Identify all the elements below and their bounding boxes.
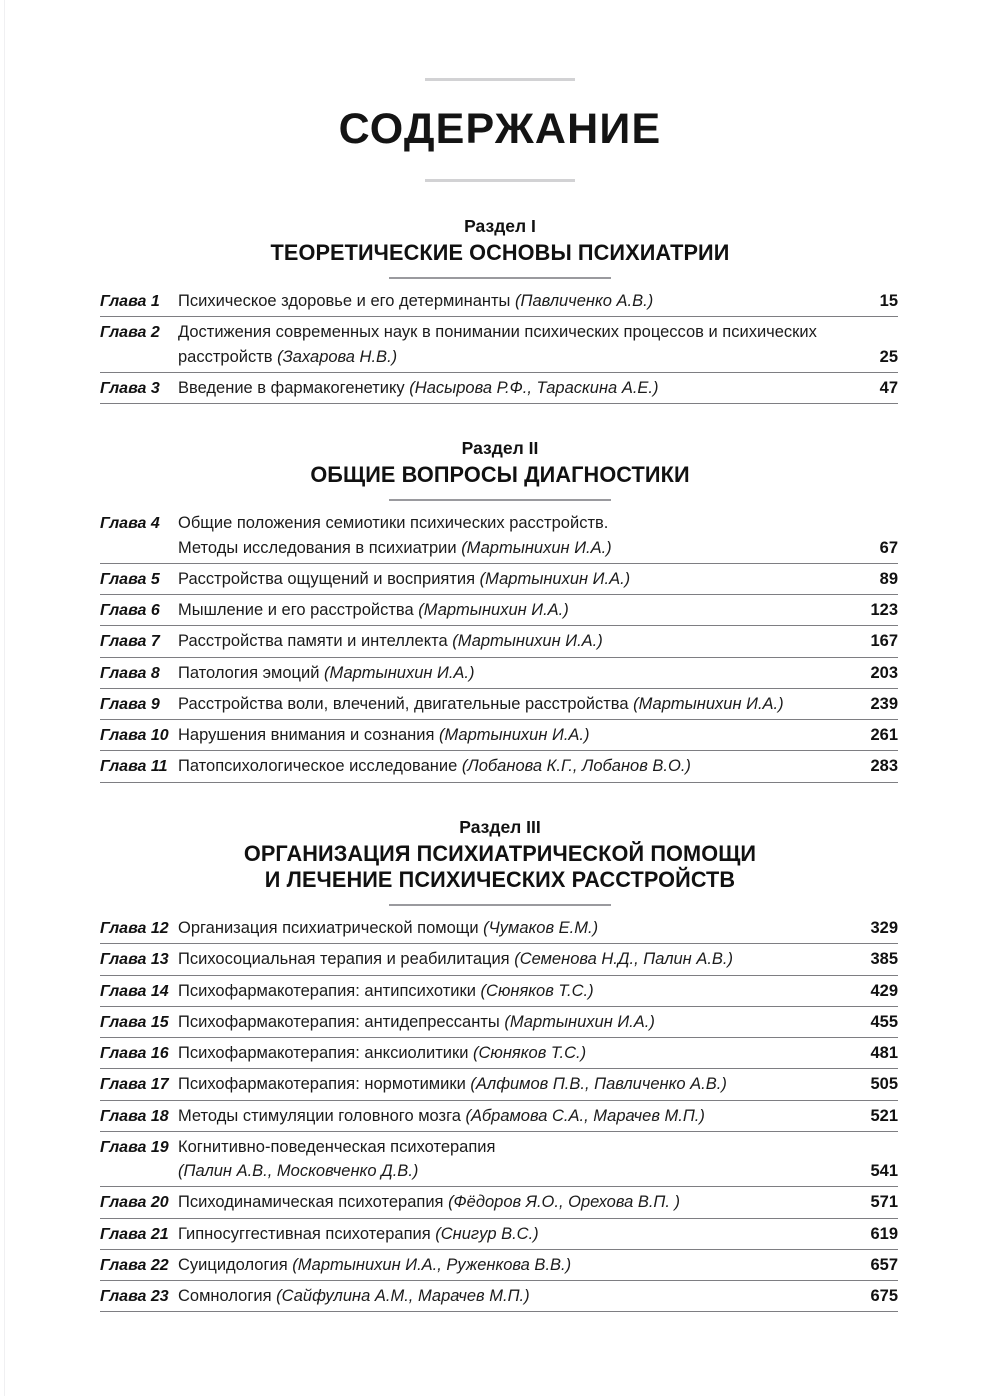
toc-entry-row[interactable] xyxy=(100,1250,898,1281)
chapter-label: Глава 23 xyxy=(100,1288,169,1306)
page-number: 25 xyxy=(879,347,898,366)
page-number: 481 xyxy=(870,1044,898,1063)
section-divider-rule xyxy=(389,904,611,906)
page-number: 203 xyxy=(870,663,898,682)
chapter-label: Глава 15 xyxy=(100,1013,169,1031)
chapter-title xyxy=(178,1104,842,1128)
toc-entry-row[interactable] xyxy=(100,373,898,404)
chapter-label: Глава 8 xyxy=(100,664,160,682)
toc-entry-row[interactable] xyxy=(100,317,898,373)
section-title-line: ОРГАНИЗАЦИЯ ПСИХИАТРИЧЕСКОЙ ПОМОЩИ xyxy=(243,840,757,866)
page-number: 385 xyxy=(870,950,898,969)
chapter-title-line: Общие положения семиотики психических расстройств. xyxy=(178,514,609,533)
chapter-title xyxy=(178,289,842,313)
chapter-title-text: Достижения современных наук в понимании психических процессов и психических расстройств xyxy=(178,323,817,366)
page-number: 329 xyxy=(870,919,898,938)
toc-entry-row[interactable] xyxy=(100,1007,898,1038)
toc-entry-row[interactable] xyxy=(100,286,898,317)
chapter-label: Глава 14 xyxy=(100,982,169,1000)
chapter-title xyxy=(178,320,842,369)
chapter-label: Глава 13 xyxy=(100,951,169,969)
toc-entry-row[interactable] xyxy=(100,595,898,626)
chapter-authors: (Абрамова С.А., Марачев М.П.) xyxy=(465,1106,705,1125)
chapter-authors: (Мартынихин И.А.) xyxy=(418,601,569,620)
chapter-title xyxy=(178,629,842,653)
toc-entry-row[interactable] xyxy=(100,658,898,689)
section-title: ТЕОРЕТИЧЕСКИЕ ОСНОВЫ ПСИХИАТРИИ xyxy=(270,239,730,265)
chapter-label: Глава 9 xyxy=(100,695,160,713)
chapter-authors: (Сайфулина А.М., Марачев М.П.) xyxy=(276,1287,530,1306)
chapter-label: Глава 17 xyxy=(100,1076,169,1094)
page-number: 123 xyxy=(870,601,898,620)
page-number: 15 xyxy=(879,292,898,311)
chapter-title-text: Сомнология xyxy=(178,1287,272,1306)
chapter-title-text: Психосоциальная терапия и реабилитация xyxy=(178,950,510,969)
chapter-authors: (Павличенко А.В.) xyxy=(515,292,654,311)
page-number: 541 xyxy=(870,1162,898,1181)
chapter-title xyxy=(178,1135,842,1184)
chapter-authors: (Мартынихин И.А.) xyxy=(504,1012,655,1031)
chapter-label: Глава 7 xyxy=(100,633,160,651)
page-number: 657 xyxy=(870,1255,898,1274)
chapter-label: Глава 16 xyxy=(100,1045,169,1063)
page-number: 89 xyxy=(879,569,898,588)
page-number: 505 xyxy=(870,1075,898,1094)
chapter-label: Глава 6 xyxy=(100,602,160,620)
sections-container xyxy=(100,216,900,1312)
chapter-label: Глава 11 xyxy=(100,758,168,776)
chapter-title-text: Методы исследования в психиатрии xyxy=(178,538,457,557)
chapter-title-text: Суицидология xyxy=(178,1255,288,1274)
chapter-title xyxy=(178,511,842,560)
toc-entry-row[interactable] xyxy=(100,689,898,720)
page-number: 429 xyxy=(870,981,898,1000)
chapter-authors: (Мартынихин И.А., Руженкова В.В.) xyxy=(292,1255,572,1274)
toc-entry-row[interactable] xyxy=(100,944,898,975)
chapter-title-line: Когнитивно-поведенческая психотерапия xyxy=(178,1137,496,1156)
section-divider-rule xyxy=(389,499,611,501)
chapter-authors: (Чумаков Е.М.) xyxy=(483,919,599,938)
chapter-title-text: Нарушения внимания и сознания xyxy=(178,726,435,745)
chapter-authors: (Мартынихин И.А.) xyxy=(461,538,612,557)
toc-entry-list xyxy=(100,286,898,404)
chapter-label: Глава 1 xyxy=(100,293,160,311)
chapter-authors: (Мартынихин И.А.) xyxy=(452,632,603,651)
toc-entry-row[interactable] xyxy=(100,508,898,564)
chapter-title-text: Патология эмоций xyxy=(178,663,320,682)
decorative-rule-above-title xyxy=(425,78,575,81)
chapter-title xyxy=(178,1222,842,1246)
toc-entry-row[interactable] xyxy=(100,1219,898,1250)
chapter-title-text: Психофармакотерапия: нормотимики xyxy=(178,1075,466,1094)
chapter-title xyxy=(178,376,842,400)
chapter-authors: (Насырова Р.Ф., Тараскина А.Е.) xyxy=(409,378,659,397)
page-number: 571 xyxy=(870,1193,898,1212)
chapter-authors: (Семенова Н.Д., Палин А.В.) xyxy=(514,950,734,969)
toc-entry-row[interactable] xyxy=(100,564,898,595)
toc-entry-row[interactable] xyxy=(100,1132,898,1188)
toc-content xyxy=(100,0,900,1312)
chapter-title xyxy=(178,1010,842,1034)
toc-entry-list xyxy=(100,508,898,782)
chapter-title-text: Психодинамическая психотерапия xyxy=(178,1193,444,1212)
chapter-title xyxy=(178,754,842,778)
chapter-title-text: Гипносуггестивная психотерапия xyxy=(178,1224,431,1243)
section-heading xyxy=(100,817,900,907)
toc-entry-row[interactable] xyxy=(100,1101,898,1132)
chapter-title xyxy=(178,947,842,971)
toc-entry-row[interactable] xyxy=(100,1069,898,1100)
chapter-title xyxy=(178,567,842,591)
toc-entry-row[interactable] xyxy=(100,913,898,944)
page-number: 167 xyxy=(870,632,898,651)
chapter-label: Глава 12 xyxy=(100,920,169,938)
chapter-authors: (Алфимов П.В., Павличенко А.В.) xyxy=(470,1075,727,1094)
chapter-title-text: Введение в фармакогенетику xyxy=(178,378,405,397)
section-number: Раздел I xyxy=(464,216,536,236)
section-number: Раздел III xyxy=(459,816,541,837)
section-title xyxy=(114,841,886,894)
chapter-title-text: Расстройства ощущений и восприятия xyxy=(178,569,476,588)
chapter-label: Глава 19 xyxy=(100,1138,169,1156)
page-number: 67 xyxy=(879,538,898,557)
section-title-line: И ЛЕЧЕНИЕ ПСИХИЧЕСКИХ РАССТРОЙСТВ xyxy=(264,866,736,892)
chapter-title xyxy=(178,661,842,685)
toc-entry-row[interactable] xyxy=(100,1187,898,1218)
section-number: Раздел II xyxy=(461,438,539,459)
chapter-authors: (Мартынихин И.А.) xyxy=(439,726,590,745)
page-number: 619 xyxy=(870,1224,898,1243)
toc-entry-row[interactable] xyxy=(100,751,898,782)
page-number: 261 xyxy=(870,726,898,745)
page-number: 239 xyxy=(870,694,898,713)
chapter-authors: (Снигур В.С.) xyxy=(435,1224,539,1243)
chapter-title-text: Психофармакотерапия: анксиолитики xyxy=(178,1044,469,1063)
chapter-title-text: Мышление и его расстройства xyxy=(178,601,414,620)
toc-entry-row[interactable] xyxy=(100,720,898,751)
toc-entry-row[interactable] xyxy=(100,1281,898,1312)
chapter-title-text: Методы стимуляции головного мозга xyxy=(178,1106,461,1125)
chapter-label: Глава 3 xyxy=(100,379,160,397)
chapter-label: Глава 4 xyxy=(100,515,160,533)
chapter-title xyxy=(178,979,842,1003)
chapter-label: Глава 2 xyxy=(100,324,160,342)
chapter-authors: (Сюняков Т.С.) xyxy=(473,1044,587,1063)
chapter-label: Глава 22 xyxy=(100,1256,169,1274)
chapter-title xyxy=(178,1190,842,1214)
page-number: 675 xyxy=(870,1287,898,1306)
chapter-label: Глава 5 xyxy=(100,570,160,588)
chapter-title-text: Психофармакотерапия: антидепрессанты xyxy=(178,1012,500,1031)
chapter-title xyxy=(178,692,842,716)
chapter-title xyxy=(178,916,842,940)
chapter-authors: (Лобанова К.Г., Лобанов В.О.) xyxy=(461,757,691,776)
section-divider-rule xyxy=(389,277,611,279)
chapter-title-text: Психическое здоровье и его детерминанты xyxy=(178,292,511,311)
page-number: 283 xyxy=(870,757,898,776)
chapter-title-line xyxy=(178,536,834,560)
chapter-title xyxy=(178,1253,842,1277)
section-heading xyxy=(100,216,900,279)
chapter-title-text: Психофармакотерапия: антипсихотики xyxy=(178,981,476,1000)
section-title: ОБЩИЕ ВОПРОСЫ ДИАГНОСТИКИ xyxy=(310,462,690,488)
toc-entry-list xyxy=(100,913,898,1312)
chapter-title xyxy=(178,1284,842,1308)
chapter-label: Глава 21 xyxy=(100,1225,169,1243)
chapter-label: Глава 20 xyxy=(100,1194,169,1212)
chapter-authors: (Сюняков Т.С.) xyxy=(480,981,594,1000)
chapter-title xyxy=(178,723,842,747)
chapter-label: Глава 10 xyxy=(100,727,169,745)
chapter-authors: (Палин А.В., Московченко Д.В.) xyxy=(178,1162,419,1181)
chapter-title-text: Расстройства памяти и интеллекта xyxy=(178,632,448,651)
toc-entry-row[interactable] xyxy=(100,976,898,1007)
decorative-rule-below-title xyxy=(425,179,575,182)
chapter-authors: (Захарова Н.В.) xyxy=(277,347,398,366)
scan-edge-artifact xyxy=(4,0,5,1396)
chapter-title-text: Организация психиатрической помощи xyxy=(178,919,479,938)
section-heading xyxy=(100,438,900,501)
chapter-title-text: Патопсихологическое исследование xyxy=(178,757,458,776)
chapter-title xyxy=(178,598,842,622)
page-number: 455 xyxy=(870,1012,898,1031)
chapter-authors: (Мартынихин И.А.) xyxy=(324,663,475,682)
page-number: 47 xyxy=(879,378,898,397)
chapter-authors: (Мартынихин И.А.) xyxy=(479,569,631,588)
chapter-title-text: Расстройства воли, влечений, двигательные расстройства xyxy=(178,694,629,713)
chapter-authors: (Мартынихин И.А.) xyxy=(633,694,784,713)
page-title: СОДЕРЖАНИЕ xyxy=(338,105,662,153)
page-number: 521 xyxy=(870,1106,898,1125)
toc-entry-row[interactable] xyxy=(100,626,898,657)
chapter-title xyxy=(178,1041,842,1065)
chapter-label: Глава 18 xyxy=(100,1107,169,1125)
chapter-title xyxy=(178,1072,842,1096)
chapter-authors: (Фёдоров Я.О., Орехова В.П. ) xyxy=(448,1193,681,1212)
toc-entry-row[interactable] xyxy=(100,1038,898,1069)
